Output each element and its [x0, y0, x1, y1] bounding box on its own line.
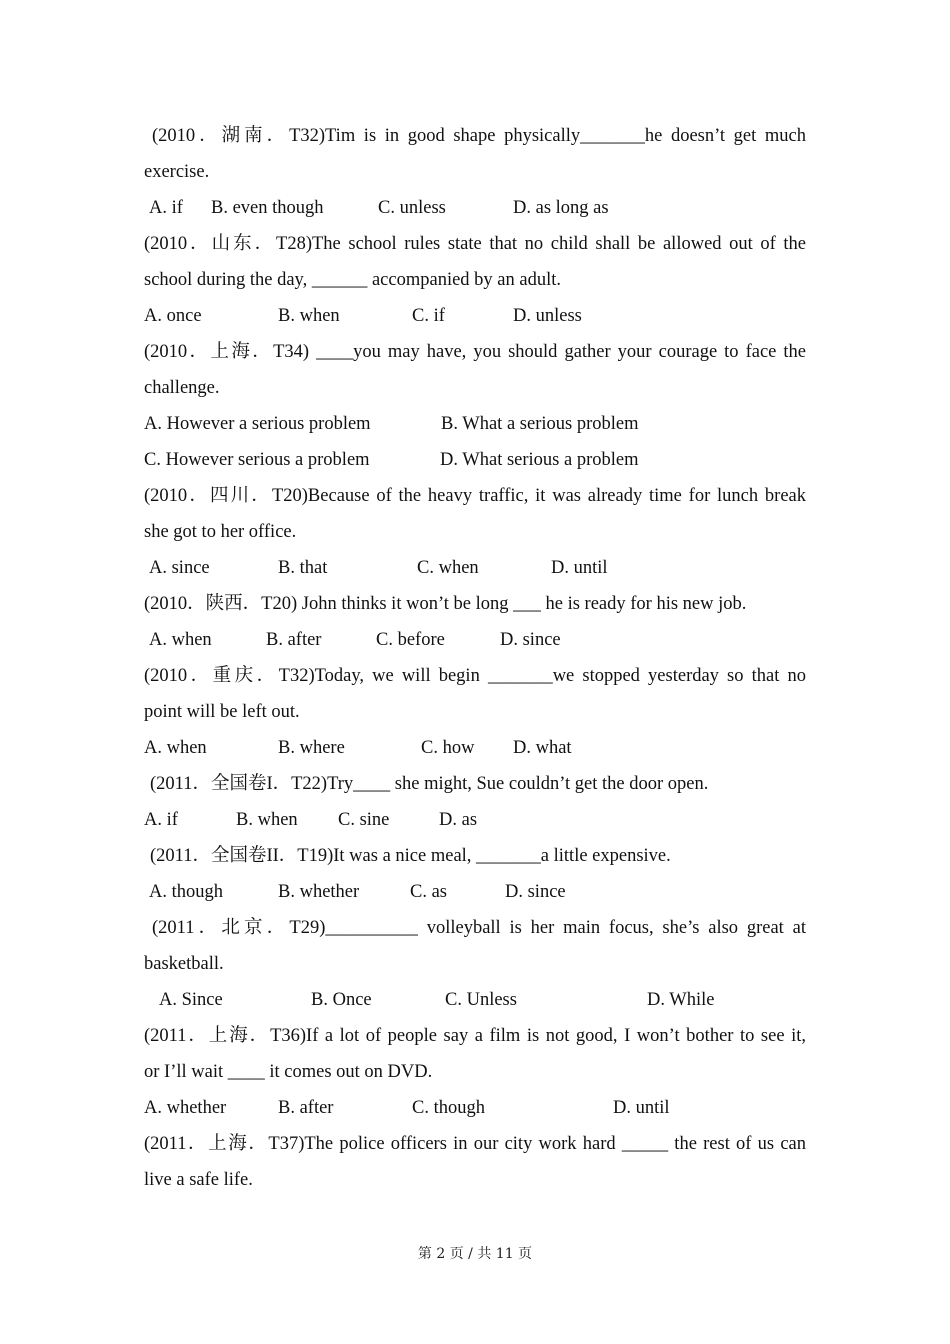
option-a: A. if — [144, 810, 178, 830]
option-b: B. after — [278, 1098, 334, 1118]
question-8-stem: (2011．全国卷II．T19)It was a nice meal, _______a little expensive. — [150, 846, 671, 866]
question-6-stem: (2010．重庆．T32)Today, we will begin _______we stopped yesterday so that no — [144, 666, 806, 686]
question-9-stem-cont: basketball. — [144, 954, 224, 974]
question-list — [144, 118, 806, 1198]
question-9-stem: (2011．北京．T29)__________ volleyball is her main focus, she’s also great at — [152, 918, 806, 938]
question-5-options — [144, 622, 806, 658]
question-9-options — [144, 982, 806, 1018]
question-6 — [144, 658, 806, 766]
option-d: D. While — [647, 990, 715, 1010]
option-a: A. when — [144, 738, 207, 758]
option-a: A. whether — [144, 1098, 227, 1118]
option-c: C. Unless — [445, 990, 517, 1010]
question-4 — [144, 478, 806, 586]
option-b: B. when — [278, 306, 340, 326]
option-b: B. whether — [278, 882, 360, 902]
question-8 — [144, 838, 806, 910]
option-b: B. when — [236, 810, 298, 830]
option-c: C. before — [376, 630, 445, 650]
question-3-stem: (2010．上海．T34) ____you may have, you should gather your courage to face the — [144, 342, 806, 362]
question-7 — [144, 766, 806, 838]
question-1-options — [144, 190, 806, 226]
option-c: C. how — [421, 738, 475, 758]
option-c: C. However serious a problem — [144, 450, 370, 470]
question-4-options — [144, 550, 806, 586]
question-10-stem-cont: or I’ll wait ____ it comes out on DVD. — [144, 1062, 433, 1082]
option-c: C. though — [412, 1098, 485, 1118]
page-footer: 第 2 页 / 共 11 页 — [417, 1246, 533, 1262]
option-a: A. when — [149, 630, 212, 650]
question-4-stem: (2010．四川．T20)Because of the heavy traffic, it was already time for lunch break — [144, 486, 806, 506]
question-10-stem: (2011．上海．T36)If a lot of people say a film is not good, I won’t bother to see it, — [144, 1026, 806, 1046]
question-3-options-row1 — [144, 406, 806, 442]
option-a: A. though — [149, 882, 223, 902]
question-2-stem: (2010．山东．T28)The school rules state that no child shall be allowed out of the — [144, 234, 806, 254]
question-3-options-row2 — [144, 442, 806, 478]
question-11-stem: (2011．上海．T37)The police officers in our city work hard _____ the rest of us can — [144, 1134, 806, 1154]
option-d: D. as — [439, 810, 478, 830]
option-d: D. What serious a problem — [440, 450, 639, 470]
option-d: D. since — [505, 882, 566, 902]
question-11-stem-cont: live a safe life. — [144, 1170, 253, 1190]
option-a: A. since — [149, 558, 210, 578]
question-7-stem: (2011．全国卷I．T22)Try____ she might, Sue couldn’t get the door open. — [150, 774, 709, 794]
option-c: C. when — [417, 558, 479, 578]
question-2-options — [144, 298, 806, 334]
option-b: B. Once — [311, 990, 372, 1010]
option-b: B. where — [278, 738, 345, 758]
question-5 — [144, 586, 806, 658]
option-d: D. unless — [513, 306, 582, 326]
option-d: D. since — [500, 630, 561, 650]
option-b: B. after — [266, 630, 322, 650]
question-2-stem-cont: school during the day, ______ accompanied by an adult. — [144, 270, 561, 290]
question-4-stem-cont: she got to her office. — [144, 522, 297, 542]
option-d: D. until — [551, 558, 608, 578]
question-7-options — [144, 802, 806, 838]
option-c: C. if — [412, 306, 445, 326]
question-10 — [144, 1018, 806, 1126]
question-1-stem: (2010．湖南．T32)Tim is in good shape physically_______he doesn’t get much — [152, 126, 806, 146]
option-d: D. as long as — [513, 198, 609, 218]
question-11 — [144, 1126, 806, 1198]
option-b: B. What a serious problem — [441, 414, 639, 434]
question-3 — [144, 334, 806, 478]
question-9 — [144, 910, 806, 1018]
option-b: B. even though — [211, 198, 324, 218]
option-c: C. unless — [378, 198, 446, 218]
question-1 — [144, 118, 806, 226]
question-6-options — [144, 730, 806, 766]
question-5-stem: (2010．陕西．T20) John thinks it won’t be long ___ he is ready for his new job. — [144, 594, 747, 614]
question-2 — [144, 226, 806, 334]
option-a: A. once — [144, 306, 202, 326]
option-a: A. if — [149, 198, 183, 218]
option-c: C. as — [410, 882, 447, 902]
option-a: A. Since — [159, 990, 223, 1010]
option-a: A. However a serious problem — [144, 414, 371, 434]
option-d: D. until — [613, 1098, 670, 1118]
question-8-options — [144, 874, 806, 910]
question-10-options — [144, 1090, 806, 1126]
question-6-stem-cont: point will be left out. — [144, 702, 300, 722]
option-b: B. that — [278, 558, 328, 578]
question-3-stem-cont: challenge. — [144, 378, 220, 398]
option-d: D. what — [513, 738, 572, 758]
option-c: C. sine — [338, 810, 390, 830]
question-1-stem-cont: exercise. — [144, 162, 210, 182]
